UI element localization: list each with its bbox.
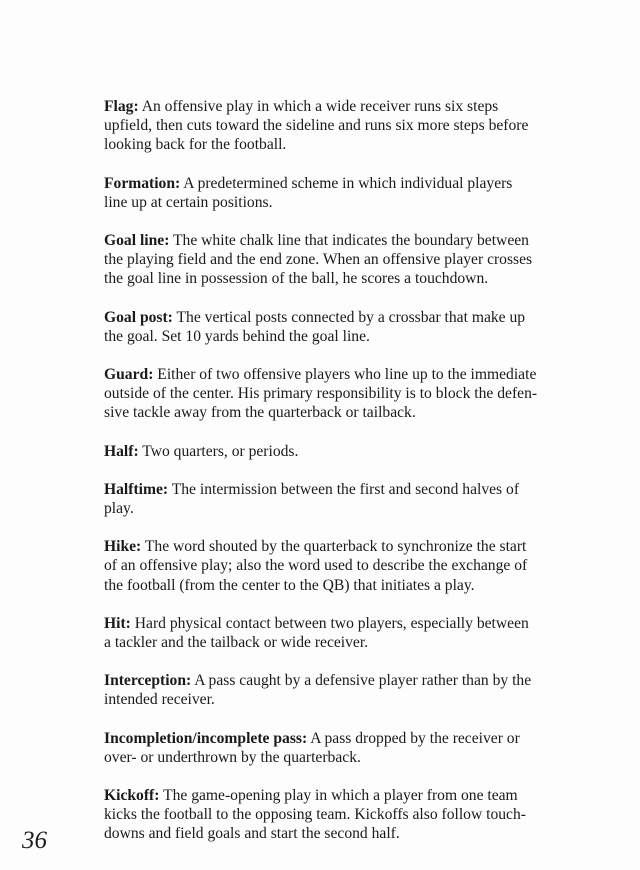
glossary-term: Halftime: [104,480,169,498]
glossary-term: Incompletion/incomplete pass: [104,729,308,747]
glossary-term: Flag: [104,98,139,115]
glossary-definition: The word shouted by the quarterback to synchronize the start of an offensive play; also the word used to describe the exchange of the football (from the center to the QB) that initiates a play. [104,538,528,594]
glossary-definition: A pass caught by a defensive player rather than by the intended receiver. [104,672,532,709]
glossary-definition: Two quarters, or periods. [142,442,299,460]
glossary-entry-goal-post [104,308,538,346]
glossary-entry-guard [104,365,538,423]
glossary-entry-flag [104,97,538,155]
glossary-entry-half [104,442,538,461]
glossary-entry-incompletion [104,729,538,767]
glossary-entry-hit [104,614,538,652]
glossary-term: Kickoff: [104,787,160,805]
glossary-definition: Either of two offensive players who line up to the immediate outside of the center. His primary responsibility is to block the defen-sive tackle away from the quarterback or tailback. [104,366,538,422]
glossary-definition: An offensive play in which a wide receiver runs six steps upfield, then cuts toward the sideline and runs six more steps before looking back for the football. [104,98,529,154]
glossary-definition: A predetermined scheme in which individual players line up at certain positions. [104,174,513,211]
glossary-term: Guard: [104,366,154,384]
page-number: 36 [22,827,47,854]
glossary-term: Hike: [104,538,142,556]
glossary-entry-halftime [104,480,538,518]
glossary-term: Goal post: [104,308,173,326]
glossary-definition: The intermission between the first and second halves of play. [104,480,520,518]
glossary-entry-interception [104,671,538,709]
glossary-term: Half: [104,442,139,460]
glossary-definition: A pass dropped by the receiver or over- or underthrown by the quarterback. [104,729,520,766]
glossary-entry-hike [104,537,538,595]
glossary-definition: The white chalk line that indicates the boundary between the playing field and the end zone. When an offensive player crosses the goal line in possession of the ball, he scores a touchdown. [104,232,533,288]
glossary-definition: The game-opening play in which a player from one team kicks the football to the opposing team. Kickoffs also follow touch-downs and field goals and start the second half. [104,787,526,843]
glossary-definition: Hard physical contact between two players, especially between a tackler and the tailback or wide receiver. [104,614,529,652]
glossary-list [104,97,538,863]
glossary-term: Interception: [104,672,192,690]
glossary-term: Goal line: [104,232,170,250]
glossary-term: Formation: [104,174,181,192]
glossary-definition: The vertical posts connected by a crossbar that make up the goal. Set 10 yards behind the goal line. [104,308,526,345]
glossary-entry-goal-line [104,231,538,289]
glossary-entry-kickoff [104,786,538,844]
glossary-term: Hit: [104,614,131,632]
glossary-entry-formation [104,174,538,212]
